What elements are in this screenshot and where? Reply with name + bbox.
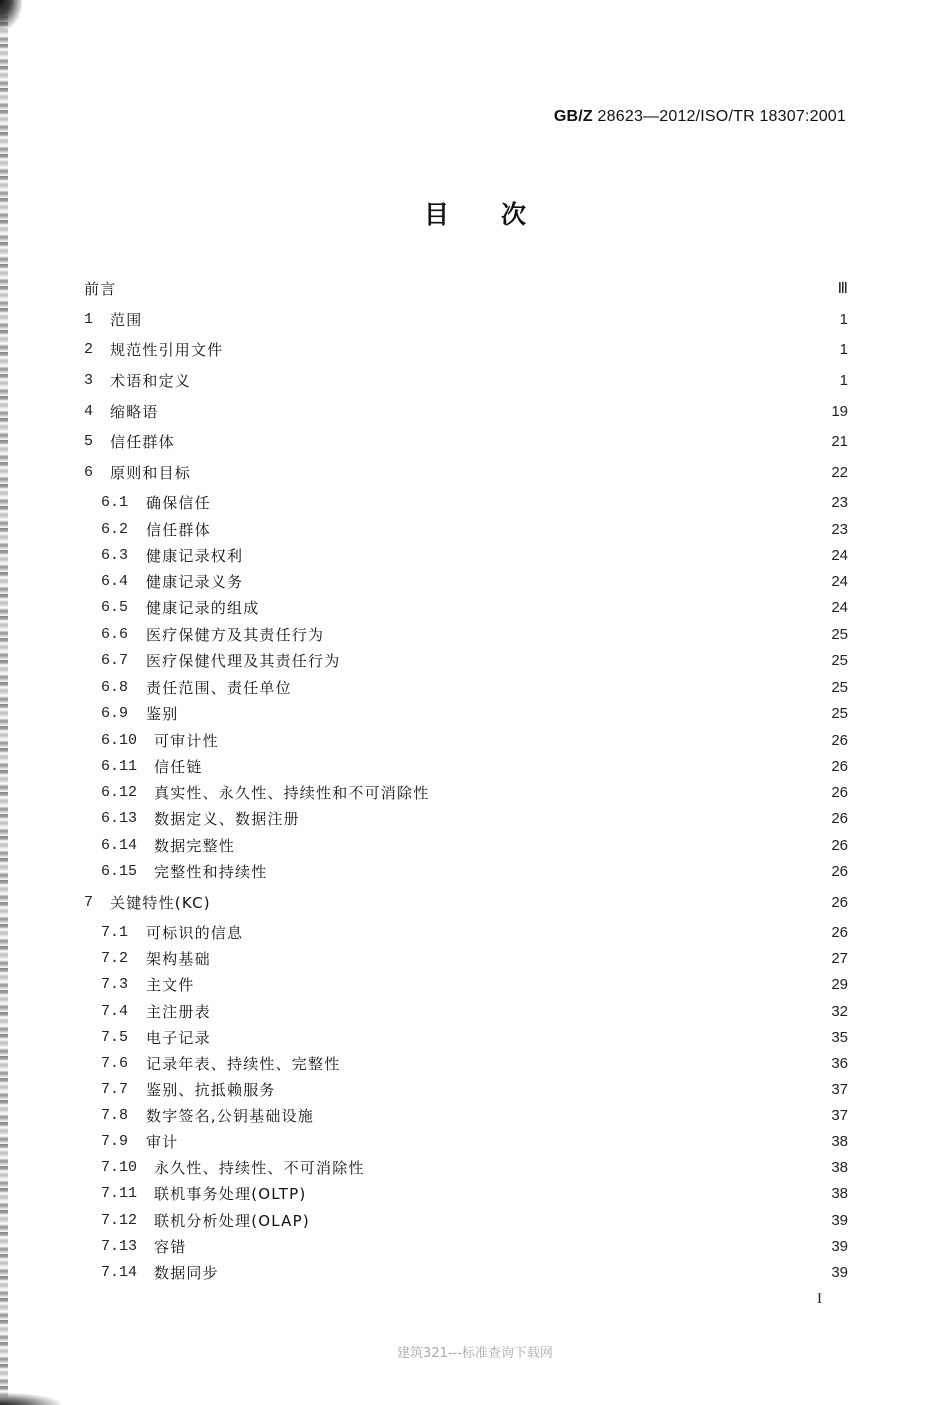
toc-entry-label: 主文件 xyxy=(146,975,195,994)
toc-entry-number: 4 xyxy=(84,402,94,420)
dot-leader xyxy=(369,1156,828,1178)
toc-entry-number: 6.14 xyxy=(101,836,138,854)
toc-entry-label: 联机事务处理(OLTP) xyxy=(154,1184,307,1203)
toc-entry xyxy=(84,430,848,452)
toc-entry-page: 36 xyxy=(831,1054,848,1072)
toc-entry xyxy=(101,1261,848,1283)
dot-leader xyxy=(328,623,827,645)
dot-leader xyxy=(215,1000,828,1022)
toc-entry-page: 27 xyxy=(831,949,848,967)
dot-leader xyxy=(344,649,827,671)
dot-leader xyxy=(280,1078,828,1100)
toc-entry-page: 32 xyxy=(831,1002,848,1020)
dot-leader xyxy=(433,781,827,803)
dot-leader xyxy=(182,1130,827,1152)
dot-leader xyxy=(215,947,828,969)
dot-leader xyxy=(318,1104,827,1126)
toc-entry-number: 7.10 xyxy=(101,1158,138,1176)
toc-entry xyxy=(84,369,848,391)
dot-leader xyxy=(215,518,828,540)
toc-entry-label: 电子记录 xyxy=(146,1028,211,1047)
toc-entry-label: 健康记录义务 xyxy=(146,572,244,591)
toc-entry-number: 6.7 xyxy=(101,651,129,669)
dot-leader xyxy=(247,570,827,592)
toc-entry-number: 7.1 xyxy=(101,923,129,941)
toc-entry-number: 7.9 xyxy=(101,1132,129,1150)
toc-entry xyxy=(84,308,848,330)
scan-corner-artifact xyxy=(0,1393,60,1405)
toc-entry-page: 39 xyxy=(831,1237,848,1255)
toc-entry-label: 规范性引用文件 xyxy=(110,340,224,359)
toc-entry-label: 数据同步 xyxy=(154,1263,219,1282)
toc-entry-label: 关键特性(KC) xyxy=(110,893,211,912)
toc-entry xyxy=(84,277,848,299)
toc-entry xyxy=(101,1209,848,1231)
toc-entry-label: 原则和目标 xyxy=(110,463,192,482)
toc-entry-label: 鉴别 xyxy=(146,704,179,723)
toc-entry-number: 6 xyxy=(84,463,94,481)
toc-entry xyxy=(101,1078,848,1100)
toc-entry-page: 24 xyxy=(831,572,848,590)
dot-leader xyxy=(239,834,827,856)
toc-entry-page: 25 xyxy=(831,625,848,643)
toc-entry-number: 6.2 xyxy=(101,520,129,538)
dot-leader xyxy=(163,400,828,422)
toc-entry-page: 26 xyxy=(831,836,848,854)
toc-entry xyxy=(101,1000,848,1022)
toc-entry-label: 永久性、持续性、不可消除性 xyxy=(154,1158,365,1177)
dot-leader xyxy=(195,461,827,483)
toc-entry-label: 信任链 xyxy=(154,757,203,776)
toc-entry xyxy=(101,1026,848,1048)
toc-entry-page: 26 xyxy=(831,757,848,775)
toc-entry-page: 25 xyxy=(831,704,848,722)
scan-corner-artifact xyxy=(0,0,22,30)
toc-entry-number: 6.15 xyxy=(101,862,138,880)
toc-entry xyxy=(84,338,848,360)
toc-entry-page: 38 xyxy=(831,1158,848,1176)
dot-leader xyxy=(146,308,828,330)
toc-entry-number: 6.8 xyxy=(101,678,129,696)
toc-entry-label: 可审计性 xyxy=(154,731,219,750)
toc-entry-page: 29 xyxy=(831,975,848,993)
toc-entry-page: 26 xyxy=(831,809,848,827)
toc-entry xyxy=(101,1156,848,1178)
toc-entry-number: 7.12 xyxy=(101,1211,138,1229)
toc-entry-label: 完整性和持续性 xyxy=(154,862,268,881)
toc-entry-label: 可标识的信息 xyxy=(146,923,244,942)
toc-entry-page: 24 xyxy=(831,598,848,616)
toc-entry-label: 健康记录的组成 xyxy=(146,598,260,617)
dot-leader xyxy=(215,491,828,513)
toc-entry-page: 21 xyxy=(831,432,848,450)
toc-entry-page: 26 xyxy=(831,893,848,911)
toc-entry-page: 39 xyxy=(831,1211,848,1229)
toc-entry xyxy=(101,676,848,698)
toc-entry-number: 7.2 xyxy=(101,949,129,967)
toc-entry-label: 范围 xyxy=(110,310,143,329)
toc-entry-label: 前言 xyxy=(84,279,117,298)
toc-entry-label: 架构基础 xyxy=(146,949,211,968)
toc-entry xyxy=(84,891,848,913)
toc-entry-page: Ⅲ xyxy=(837,280,848,297)
toc-entry xyxy=(101,781,848,803)
toc-entry xyxy=(101,702,848,724)
toc-entry-label: 鉴别、抗抵赖服务 xyxy=(146,1080,276,1099)
dot-leader xyxy=(271,860,827,882)
toc-entry xyxy=(101,921,848,943)
toc-entry-label: 信任群体 xyxy=(146,520,211,539)
toc-entry-number: 7.3 xyxy=(101,975,129,993)
toc-entry xyxy=(101,755,848,777)
toc-entry-number: 7.11 xyxy=(101,1184,138,1202)
toc-entry xyxy=(101,623,848,645)
dot-leader xyxy=(304,807,828,829)
toc-entry xyxy=(84,461,848,483)
standard-number xyxy=(554,108,846,126)
toc-entry-page: 1 xyxy=(839,371,848,389)
toc-entry-number: 6.11 xyxy=(101,757,138,775)
toc-entry-page: 24 xyxy=(831,546,848,564)
toc-entry-label: 真实性、永久性、持续性和不可消除性 xyxy=(154,783,430,802)
toc-entry-page: 35 xyxy=(831,1028,848,1046)
toc-entry-page: 19 xyxy=(831,402,848,420)
toc-entry-page: 26 xyxy=(831,923,848,941)
dot-leader xyxy=(247,544,827,566)
toc-entry xyxy=(101,834,848,856)
toc-entry-number: 6.9 xyxy=(101,704,129,722)
toc-entry-label: 记录年表、持续性、完整性 xyxy=(146,1054,341,1073)
toc-entry xyxy=(101,1235,848,1257)
toc-entry-number: 6.1 xyxy=(101,493,129,511)
toc-entry xyxy=(101,596,848,618)
toc-entry-label: 医疗保健方及其责任行为 xyxy=(146,625,325,644)
page-title: 目次 xyxy=(423,200,578,229)
toc-entry xyxy=(101,518,848,540)
toc-entry xyxy=(101,649,848,671)
toc-entry-number: 6.12 xyxy=(101,783,138,801)
toc-entry-label: 医疗保健代理及其责任行为 xyxy=(146,651,341,670)
toc-entry-number: 7.6 xyxy=(101,1054,129,1072)
toc-entry-number: 7.13 xyxy=(101,1237,138,1255)
toc-entry-page: 26 xyxy=(831,731,848,749)
dot-leader xyxy=(190,1235,827,1257)
dot-leader xyxy=(207,755,828,777)
toc-entry-number: 3 xyxy=(84,371,94,389)
toc-entry-page: 23 xyxy=(831,493,848,511)
toc-entry-label: 审计 xyxy=(146,1132,179,1151)
dot-leader xyxy=(215,891,828,913)
standard-prefix: GB/Z xyxy=(553,108,593,125)
page-number: I xyxy=(817,1291,822,1307)
toc-entry-page: 26 xyxy=(831,862,848,880)
dot-leader xyxy=(215,1026,828,1048)
toc-entry xyxy=(101,570,848,592)
toc-entry-page: 23 xyxy=(831,520,848,538)
toc-entry xyxy=(101,860,848,882)
toc-entry xyxy=(101,807,848,829)
dot-leader xyxy=(195,369,828,391)
dot-leader xyxy=(247,921,827,943)
toc-entry-page: 38 xyxy=(831,1184,848,1202)
toc-entry-label: 确保信任 xyxy=(146,493,211,512)
toc-entry-label: 数据完整性 xyxy=(154,836,236,855)
toc-entry-number: 6.13 xyxy=(101,809,138,827)
toc-entry-number: 7.8 xyxy=(101,1106,129,1124)
toc-entry-page: 39 xyxy=(831,1263,848,1281)
dot-leader xyxy=(227,338,828,360)
toc-entry-page: 25 xyxy=(831,678,848,696)
toc-entry-label: 信任群体 xyxy=(110,432,175,451)
toc-entry-number: 5 xyxy=(84,432,94,450)
toc-entry-number: 1 xyxy=(84,310,94,328)
toc-entry-page: 25 xyxy=(831,651,848,669)
toc-entry xyxy=(101,947,848,969)
toc-entry-number: 7 xyxy=(84,893,94,911)
dot-leader xyxy=(223,729,828,751)
toc-entry xyxy=(84,400,848,422)
watermark: 建筑321---标准查询下载网 xyxy=(397,1346,553,1361)
dot-leader xyxy=(199,973,828,995)
toc-entry-page: 22 xyxy=(831,463,848,481)
dot-leader xyxy=(310,1182,827,1204)
dot-leader xyxy=(344,1052,827,1074)
toc-entry-page: 1 xyxy=(839,310,848,328)
toc-entry xyxy=(101,1052,848,1074)
toc-entry-page: 26 xyxy=(831,783,848,801)
dot-leader xyxy=(182,702,827,724)
standard-suffix: 28623—2012/ISO/TR 18307:2001 xyxy=(592,108,846,125)
dot-leader xyxy=(314,1209,827,1231)
toc-entry xyxy=(101,729,848,751)
toc-entry-number: 6.4 xyxy=(101,572,129,590)
toc-entry-label: 主注册表 xyxy=(146,1002,211,1021)
toc-entry-label: 责任范围、责任单位 xyxy=(146,678,292,697)
toc-entry xyxy=(101,491,848,513)
toc-entry-page: 1 xyxy=(839,340,848,358)
toc-entry xyxy=(101,1182,848,1204)
toc-entry-number: 6.6 xyxy=(101,625,129,643)
toc-entry xyxy=(101,544,848,566)
toc-entry-label: 缩略语 xyxy=(110,402,159,421)
toc-entry xyxy=(101,1130,848,1152)
toc-entry-page: 38 xyxy=(831,1132,848,1150)
toc-entry-label: 术语和定义 xyxy=(110,371,192,390)
toc-entry xyxy=(101,1104,848,1126)
toc-entry xyxy=(101,973,848,995)
toc-entry-number: 7.5 xyxy=(101,1028,129,1046)
toc-entry-number: 2 xyxy=(84,340,94,358)
toc-entry-number: 6.5 xyxy=(101,598,129,616)
toc-entry-number: 7.7 xyxy=(101,1080,129,1098)
toc-entry-label: 健康记录权利 xyxy=(146,546,244,565)
toc-entry-label: 联机分析处理(OLAP) xyxy=(154,1211,310,1230)
toc-entry-label: 容错 xyxy=(154,1237,187,1256)
toc-entry-number: 7.14 xyxy=(101,1263,138,1281)
dot-leader xyxy=(263,596,827,618)
toc-entry-label: 数字签名,公钥基础设施 xyxy=(146,1106,314,1125)
toc-entry-page: 37 xyxy=(831,1106,848,1124)
dot-leader xyxy=(223,1261,828,1283)
dot-leader xyxy=(296,676,828,698)
dot-leader xyxy=(120,277,828,299)
dot-leader xyxy=(179,430,828,452)
toc-entry-number: 6.10 xyxy=(101,731,138,749)
toc-entry-number: 6.3 xyxy=(101,546,129,564)
toc-entry-number: 7.4 xyxy=(101,1002,129,1020)
toc-entry-page: 37 xyxy=(831,1080,848,1098)
toc-entry-label: 数据定义、数据注册 xyxy=(154,809,300,828)
